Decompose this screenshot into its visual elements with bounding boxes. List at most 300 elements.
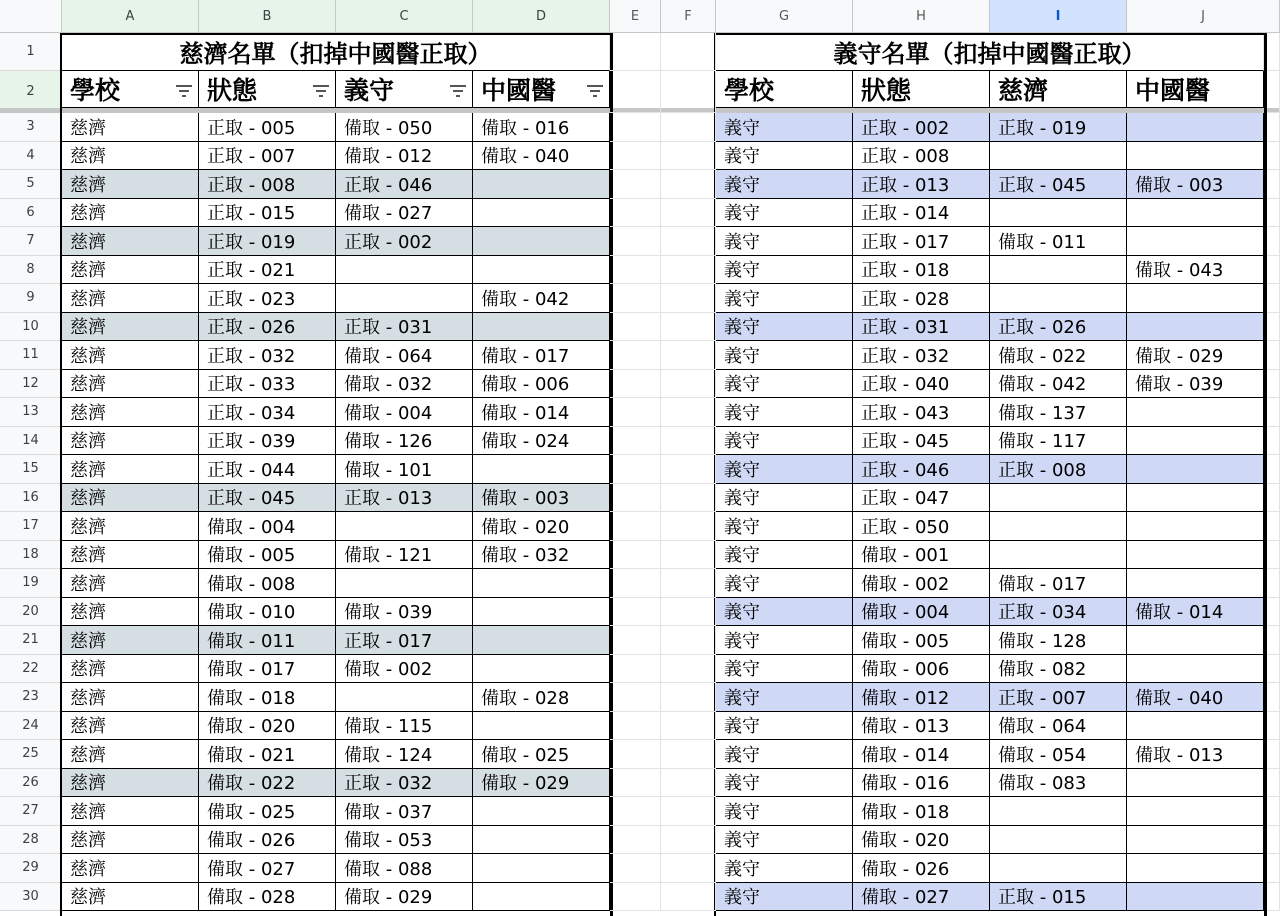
right_table-cell[interactable]: 備取 - 005 (853, 626, 990, 655)
right_table-cell[interactable]: 備取 - 043 (1127, 256, 1264, 285)
left_table-cell[interactable]: 慈濟 (62, 199, 199, 228)
left_table-cell[interactable]: 備取 - 017 (473, 341, 610, 370)
right_table-cell[interactable] (1127, 398, 1264, 427)
right_table-cell[interactable] (1127, 854, 1264, 883)
right_table-cell[interactable]: 正取 - 047 (853, 484, 990, 513)
right_table-cell[interactable]: 義守 (716, 512, 853, 541)
left_table-cell[interactable]: 備取 - 028 (199, 883, 336, 912)
left_table-cell[interactable]: 備取 - 126 (336, 427, 473, 456)
right_table-cell[interactable]: 義守 (716, 683, 853, 712)
left_table-cell[interactable]: 慈濟 (62, 683, 199, 712)
left_table-cell[interactable]: 備取 - 017 (199, 655, 336, 684)
left_table-cell[interactable] (473, 256, 610, 285)
left_table-title[interactable]: 慈濟名單（扣掉中國醫正取） (62, 33, 610, 71)
right_table-cell[interactable]: 正取 - 015 (990, 883, 1127, 912)
left_table-cell[interactable]: 正取 - 034 (199, 398, 336, 427)
left_table-cell[interactable]: 慈濟 (62, 370, 199, 399)
right_table-cell[interactable]: 義守 (716, 370, 853, 399)
left_table-cell[interactable]: 慈濟 (62, 484, 199, 513)
empty-cell[interactable] (1267, 626, 1280, 655)
right_table-cell[interactable] (1127, 227, 1264, 256)
left_table-cell[interactable]: 備取 - 024 (473, 427, 610, 456)
left_table-cell[interactable]: 正取 - 015 (199, 199, 336, 228)
left_table-cell[interactable]: 備取 - 027 (199, 854, 336, 883)
left_table-cell[interactable]: 備取 - 037 (336, 797, 473, 826)
empty-cell[interactable] (610, 227, 661, 256)
row-header-20[interactable]: 20 (0, 598, 62, 627)
right_table-cell[interactable]: 義守 (716, 455, 853, 484)
left_table-cell[interactable]: 慈濟 (62, 598, 199, 627)
left_table-cell[interactable] (336, 683, 473, 712)
left_table-cell[interactable]: 備取 - 088 (336, 854, 473, 883)
empty-cell[interactable] (610, 769, 661, 798)
right_table-cell[interactable]: 正取 - 040 (853, 370, 990, 399)
row-header-5[interactable]: 5 (0, 170, 62, 199)
empty-cell[interactable] (1267, 142, 1280, 171)
empty-cell[interactable] (610, 142, 661, 171)
right_table-cell[interactable]: 正取 - 034 (990, 598, 1127, 627)
right_table-cell[interactable]: 備取 - 064 (990, 712, 1127, 741)
right_table-cell[interactable] (1127, 455, 1264, 484)
empty-cell[interactable] (661, 113, 716, 142)
empty-cell[interactable] (1267, 854, 1280, 883)
empty-cell[interactable] (1267, 256, 1280, 285)
empty-cell[interactable] (610, 683, 661, 712)
empty-cell[interactable] (1267, 712, 1280, 741)
right_table-cell[interactable] (1127, 883, 1264, 912)
left_table-cell[interactable]: 慈濟 (62, 455, 199, 484)
left_table-cell[interactable] (473, 455, 610, 484)
left_table-cell[interactable]: 慈濟 (62, 427, 199, 456)
left_table-cell[interactable] (473, 626, 610, 655)
right_table-cell[interactable]: 備取 - 042 (990, 370, 1127, 399)
left_table-cell[interactable]: 備取 - 039 (336, 598, 473, 627)
row-header-18[interactable]: 18 (0, 541, 62, 570)
empty-cell[interactable] (661, 398, 716, 427)
right_table-cell[interactable]: 正取 - 007 (990, 683, 1127, 712)
empty-cell[interactable] (661, 541, 716, 570)
right_table-cell[interactable]: 備取 - 014 (1127, 598, 1264, 627)
empty-cell[interactable] (661, 598, 716, 627)
empty-cell[interactable] (661, 854, 716, 883)
empty-cell[interactable] (610, 541, 661, 570)
empty-cell[interactable] (610, 455, 661, 484)
left_table-cell[interactable]: 慈濟 (62, 883, 199, 912)
left_table-cell[interactable]: 正取 - 045 (199, 484, 336, 513)
left_table-cell[interactable]: 備取 - 004 (336, 398, 473, 427)
left_table-cell[interactable]: 正取 - 005 (199, 113, 336, 142)
empty-cell[interactable] (610, 569, 661, 598)
left_table-cell[interactable]: 備取 - 020 (473, 512, 610, 541)
right_table-cell[interactable]: 義守 (716, 883, 853, 912)
right_table-cell[interactable] (1127, 712, 1264, 741)
left_table-cell[interactable]: 慈濟 (62, 541, 199, 570)
right_table-cell[interactable] (1127, 142, 1264, 171)
column-header-g[interactable]: G (716, 0, 853, 33)
left_table-cell[interactable] (473, 797, 610, 826)
empty-cell[interactable] (1267, 370, 1280, 399)
row-header-16[interactable]: 16 (0, 484, 62, 513)
left_table-header-3[interactable] (473, 71, 610, 108)
column-header-b[interactable]: B (199, 0, 336, 33)
left_table-cell[interactable] (473, 569, 610, 598)
row-header-17[interactable]: 17 (0, 512, 62, 541)
left_table-cell[interactable]: 慈濟 (62, 142, 199, 171)
select-all-corner[interactable] (0, 0, 62, 33)
empty-cell[interactable] (610, 512, 661, 541)
right_table-cell[interactable]: 義守 (716, 199, 853, 228)
left_table-cell[interactable] (473, 655, 610, 684)
empty-cell[interactable] (661, 256, 716, 285)
empty-cell[interactable] (661, 683, 716, 712)
row-header-22[interactable]: 22 (0, 655, 62, 684)
left_table-cell[interactable] (336, 512, 473, 541)
right_table-cell[interactable]: 義守 (716, 427, 853, 456)
left_table-cell[interactable]: 備取 - 004 (199, 512, 336, 541)
right_table-cell[interactable]: 義守 (716, 854, 853, 883)
left_table-cell[interactable]: 慈濟 (62, 284, 199, 313)
left_table-cell[interactable] (473, 883, 610, 912)
left_table-cell[interactable]: 備取 - 020 (199, 712, 336, 741)
right_table-cell[interactable]: 備取 - 054 (990, 740, 1127, 769)
empty-cell[interactable] (610, 854, 661, 883)
empty-cell[interactable] (1267, 769, 1280, 798)
right_table-cell[interactable] (990, 541, 1127, 570)
left_table-cell[interactable]: 備取 - 124 (336, 740, 473, 769)
left_table-cell[interactable]: 備取 - 002 (336, 655, 473, 684)
right_table-cell[interactable]: 正取 - 050 (853, 512, 990, 541)
empty-cell[interactable] (1267, 740, 1280, 769)
empty-cell[interactable] (661, 313, 716, 342)
empty-cell[interactable] (610, 341, 661, 370)
left_table-cell[interactable]: 備取 - 029 (336, 883, 473, 912)
empty-cell[interactable] (610, 256, 661, 285)
empty-cell[interactable] (610, 398, 661, 427)
right_table-cell[interactable] (1127, 797, 1264, 826)
left_table-cell[interactable]: 備取 - 022 (199, 769, 336, 798)
left_table-cell[interactable]: 備取 - 011 (199, 626, 336, 655)
empty-cell[interactable] (1267, 71, 1280, 113)
filter-icon[interactable] (176, 85, 192, 97)
empty-cell[interactable] (610, 655, 661, 684)
filter-icon[interactable] (587, 85, 603, 97)
empty-cell[interactable] (661, 370, 716, 399)
empty-cell[interactable] (1267, 512, 1280, 541)
left_table-cell[interactable]: 慈濟 (62, 341, 199, 370)
right_table-cell[interactable] (1127, 769, 1264, 798)
left_table-cell[interactable]: 慈濟 (62, 826, 199, 855)
empty-cell[interactable] (610, 826, 661, 855)
empty-cell[interactable] (661, 33, 716, 71)
left_table-cell[interactable]: 備取 - 010 (199, 598, 336, 627)
left_table-cell[interactable]: 備取 - 040 (473, 142, 610, 171)
row-header-10[interactable]: 10 (0, 313, 62, 342)
empty-cell[interactable] (610, 199, 661, 228)
row-header-7[interactable]: 7 (0, 227, 62, 256)
empty-cell[interactable] (1267, 170, 1280, 199)
empty-cell[interactable] (1267, 199, 1280, 228)
right_table-cell[interactable]: 正取 - 045 (990, 170, 1127, 199)
empty-cell[interactable] (1267, 541, 1280, 570)
right_table-cell[interactable]: 備取 - 082 (990, 655, 1127, 684)
column-header-j[interactable]: J (1127, 0, 1280, 33)
row-header-2[interactable]: 2 (0, 71, 62, 113)
left_table-cell[interactable]: 正取 - 046 (336, 170, 473, 199)
left_table-cell[interactable]: 慈濟 (62, 712, 199, 741)
right_table-cell[interactable]: 備取 - 002 (853, 569, 990, 598)
left_table-cell[interactable]: 備取 - 064 (336, 341, 473, 370)
left_table-header-0[interactable] (62, 71, 199, 108)
row-header-8[interactable]: 8 (0, 256, 62, 285)
left_table-cell[interactable]: 備取 - 032 (336, 370, 473, 399)
right_table-cell[interactable]: 備取 - 083 (990, 769, 1127, 798)
right_table-cell[interactable] (990, 797, 1127, 826)
right_table-cell[interactable]: 備取 - 006 (853, 655, 990, 684)
empty-cell[interactable] (1267, 655, 1280, 684)
empty-cell[interactable] (661, 341, 716, 370)
left_table-cell[interactable]: 慈濟 (62, 626, 199, 655)
empty-cell[interactable] (1267, 598, 1280, 627)
empty-cell[interactable] (661, 455, 716, 484)
filter-icon[interactable] (450, 85, 466, 97)
right_table-cell[interactable]: 義守 (716, 769, 853, 798)
left_table-cell[interactable]: 備取 - 008 (199, 569, 336, 598)
right_table-cell[interactable]: 備取 - 003 (1127, 170, 1264, 199)
left_table-cell[interactable]: 備取 - 018 (199, 683, 336, 712)
left_table-cell[interactable]: 慈濟 (62, 227, 199, 256)
right_table-cell[interactable] (990, 826, 1127, 855)
empty-cell[interactable] (610, 313, 661, 342)
right_table-header-2[interactable] (990, 71, 1127, 108)
left_table-cell[interactable]: 正取 - 033 (199, 370, 336, 399)
row-header-25[interactable]: 25 (0, 740, 62, 769)
left_table-cell[interactable]: 備取 - 042 (473, 284, 610, 313)
right_table-cell[interactable] (1127, 284, 1264, 313)
left_table-cell[interactable]: 備取 - 053 (336, 826, 473, 855)
right_table-cell[interactable]: 義守 (716, 740, 853, 769)
right_table-title[interactable]: 義守名單（扣掉中國醫正取） (716, 33, 1264, 71)
filter-icon[interactable] (313, 85, 329, 97)
empty-cell[interactable] (661, 883, 716, 912)
left_table-cell[interactable]: 正取 - 017 (336, 626, 473, 655)
empty-cell[interactable] (661, 484, 716, 513)
right_table-cell[interactable]: 備取 - 128 (990, 626, 1127, 655)
left_table-cell[interactable] (473, 170, 610, 199)
left_table-cell[interactable]: 慈濟 (62, 740, 199, 769)
empty-cell[interactable] (661, 740, 716, 769)
column-header-d[interactable]: D (473, 0, 610, 33)
right_table-cell[interactable]: 義守 (716, 484, 853, 513)
empty-cell[interactable] (610, 370, 661, 399)
left_table-cell[interactable] (336, 284, 473, 313)
right_table-cell[interactable] (990, 199, 1127, 228)
empty-cell[interactable] (1267, 883, 1280, 912)
right_table-cell[interactable]: 正取 - 028 (853, 284, 990, 313)
left_table-cell[interactable]: 備取 - 028 (473, 683, 610, 712)
empty-cell[interactable] (610, 883, 661, 912)
left_table-cell[interactable]: 正取 - 021 (199, 256, 336, 285)
left_table-cell[interactable] (473, 854, 610, 883)
empty-cell[interactable] (1267, 341, 1280, 370)
right_table-cell[interactable]: 義守 (716, 256, 853, 285)
right_table-cell[interactable]: 正取 - 032 (853, 341, 990, 370)
empty-cell[interactable] (610, 113, 661, 142)
right_table-cell[interactable]: 備取 - 016 (853, 769, 990, 798)
empty-cell[interactable] (661, 427, 716, 456)
right_table-cell[interactable] (1127, 655, 1264, 684)
right_table-cell[interactable]: 義守 (716, 284, 853, 313)
right_table-cell[interactable] (1127, 512, 1264, 541)
left_table-cell[interactable]: 正取 - 031 (336, 313, 473, 342)
left_table-header-1[interactable] (199, 71, 336, 108)
row-header-30[interactable]: 30 (0, 883, 62, 912)
right_table-cell[interactable]: 義守 (716, 826, 853, 855)
empty-cell[interactable] (610, 740, 661, 769)
right_table-cell[interactable]: 備取 - 117 (990, 427, 1127, 456)
empty-cell[interactable] (661, 769, 716, 798)
right_table-cell[interactable]: 正取 - 031 (853, 313, 990, 342)
left_table-cell[interactable]: 備取 - 101 (336, 455, 473, 484)
left_table-cell[interactable]: 慈濟 (62, 398, 199, 427)
left_table-cell[interactable] (473, 712, 610, 741)
right_table-cell[interactable]: 正取 - 019 (990, 113, 1127, 142)
left_table-cell[interactable]: 備取 - 005 (199, 541, 336, 570)
left_table-cell[interactable]: 慈濟 (62, 769, 199, 798)
empty-cell[interactable] (1267, 569, 1280, 598)
empty-cell[interactable] (661, 227, 716, 256)
empty-cell[interactable] (661, 712, 716, 741)
left_table-cell[interactable] (473, 598, 610, 627)
left_table-cell[interactable] (473, 199, 610, 228)
right_table-cell[interactable]: 備取 - 013 (853, 712, 990, 741)
empty-cell[interactable] (661, 655, 716, 684)
right_table-cell[interactable]: 義守 (716, 541, 853, 570)
right_table-cell[interactable] (1127, 313, 1264, 342)
left_table-cell[interactable]: 正取 - 008 (199, 170, 336, 199)
right_table-cell[interactable]: 備取 - 022 (990, 341, 1127, 370)
right_table-cell[interactable]: 正取 - 008 (990, 455, 1127, 484)
right_table-cell[interactable]: 義守 (716, 313, 853, 342)
right_table-cell[interactable]: 正取 - 046 (853, 455, 990, 484)
column-header-f[interactable]: F (661, 0, 716, 33)
left_table-cell[interactable]: 備取 - 016 (473, 113, 610, 142)
empty-cell[interactable] (661, 71, 716, 113)
empty-cell[interactable] (610, 284, 661, 313)
empty-cell[interactable] (610, 797, 661, 826)
left_table-cell[interactable]: 備取 - 025 (473, 740, 610, 769)
left_table-cell[interactable]: 正取 - 032 (336, 769, 473, 798)
right_table-cell[interactable]: 備取 - 039 (1127, 370, 1264, 399)
row-header-4[interactable]: 4 (0, 142, 62, 171)
row-header-6[interactable]: 6 (0, 199, 62, 228)
right_table-header-0[interactable] (716, 71, 853, 108)
right_table-cell[interactable]: 備取 - 004 (853, 598, 990, 627)
left_table-cell[interactable]: 慈濟 (62, 854, 199, 883)
empty-cell[interactable] (1267, 398, 1280, 427)
empty-cell[interactable] (1267, 284, 1280, 313)
right_table-cell[interactable]: 備取 - 137 (990, 398, 1127, 427)
left_table-cell[interactable] (473, 826, 610, 855)
column-header-i[interactable]: I (990, 0, 1127, 33)
left_table-cell[interactable]: 備取 - 012 (336, 142, 473, 171)
right_table-cell[interactable]: 備取 - 040 (1127, 683, 1264, 712)
column-header-c[interactable]: C (336, 0, 473, 33)
column-header-a[interactable]: A (62, 0, 199, 33)
row-header-15[interactable]: 15 (0, 455, 62, 484)
empty-cell[interactable] (661, 512, 716, 541)
right_table-cell[interactable]: 義守 (716, 227, 853, 256)
right_table-cell[interactable]: 義守 (716, 712, 853, 741)
row-header-24[interactable]: 24 (0, 712, 62, 741)
right_table-cell[interactable] (990, 142, 1127, 171)
left_table-cell[interactable]: 備取 - 115 (336, 712, 473, 741)
empty-cell[interactable] (610, 170, 661, 199)
right_table-cell[interactable]: 備取 - 026 (853, 854, 990, 883)
empty-cell[interactable] (610, 712, 661, 741)
right_table-cell[interactable]: 正取 - 043 (853, 398, 990, 427)
right_table-cell[interactable]: 備取 - 029 (1127, 341, 1264, 370)
right_table-cell[interactable]: 正取 - 026 (990, 313, 1127, 342)
left_table-cell[interactable]: 慈濟 (62, 313, 199, 342)
right_table-cell[interactable]: 義守 (716, 113, 853, 142)
empty-cell[interactable] (610, 71, 661, 113)
empty-cell[interactable] (1267, 455, 1280, 484)
empty-cell[interactable] (661, 199, 716, 228)
row-header-19[interactable]: 19 (0, 569, 62, 598)
empty-cell[interactable] (610, 427, 661, 456)
left_table-cell[interactable]: 慈濟 (62, 655, 199, 684)
empty-cell[interactable] (1267, 427, 1280, 456)
right_table-cell[interactable] (990, 484, 1127, 513)
empty-cell[interactable] (1267, 313, 1280, 342)
left_table-cell[interactable]: 備取 - 121 (336, 541, 473, 570)
empty-cell[interactable] (1267, 484, 1280, 513)
left_table-cell[interactable] (336, 256, 473, 285)
row-header-28[interactable]: 28 (0, 826, 62, 855)
left_table-cell[interactable]: 慈濟 (62, 797, 199, 826)
empty-cell[interactable] (661, 626, 716, 655)
right_table-cell[interactable]: 備取 - 017 (990, 569, 1127, 598)
left_table-cell[interactable]: 備取 - 026 (199, 826, 336, 855)
empty-cell[interactable] (1267, 797, 1280, 826)
empty-cell[interactable] (610, 598, 661, 627)
right_table-cell[interactable] (1127, 199, 1264, 228)
right_table-cell[interactable] (1127, 484, 1264, 513)
right_table-cell[interactable]: 備取 - 020 (853, 826, 990, 855)
row-header-26[interactable]: 26 (0, 769, 62, 798)
left_table-cell[interactable]: 正取 - 044 (199, 455, 336, 484)
right_table-cell[interactable]: 正取 - 008 (853, 142, 990, 171)
right_table-cell[interactable]: 正取 - 013 (853, 170, 990, 199)
right_table-header-3[interactable] (1127, 71, 1264, 108)
right_table-cell[interactable] (990, 256, 1127, 285)
row-header-11[interactable]: 11 (0, 341, 62, 370)
left_table-cell[interactable]: 慈濟 (62, 512, 199, 541)
empty-cell[interactable] (610, 626, 661, 655)
right_table-cell[interactable] (1127, 541, 1264, 570)
left_table-cell[interactable]: 正取 - 023 (199, 284, 336, 313)
left_table-cell[interactable]: 慈濟 (62, 113, 199, 142)
left_table-cell[interactable]: 備取 - 014 (473, 398, 610, 427)
right_table-cell[interactable]: 正取 - 014 (853, 199, 990, 228)
right_table-cell[interactable]: 備取 - 012 (853, 683, 990, 712)
right_table-cell[interactable]: 義守 (716, 797, 853, 826)
column-header-h[interactable]: H (853, 0, 990, 33)
right_table-cell[interactable] (1127, 427, 1264, 456)
left_table-cell[interactable]: 正取 - 002 (336, 227, 473, 256)
left_table-cell[interactable]: 備取 - 029 (473, 769, 610, 798)
row-header-13[interactable]: 13 (0, 398, 62, 427)
